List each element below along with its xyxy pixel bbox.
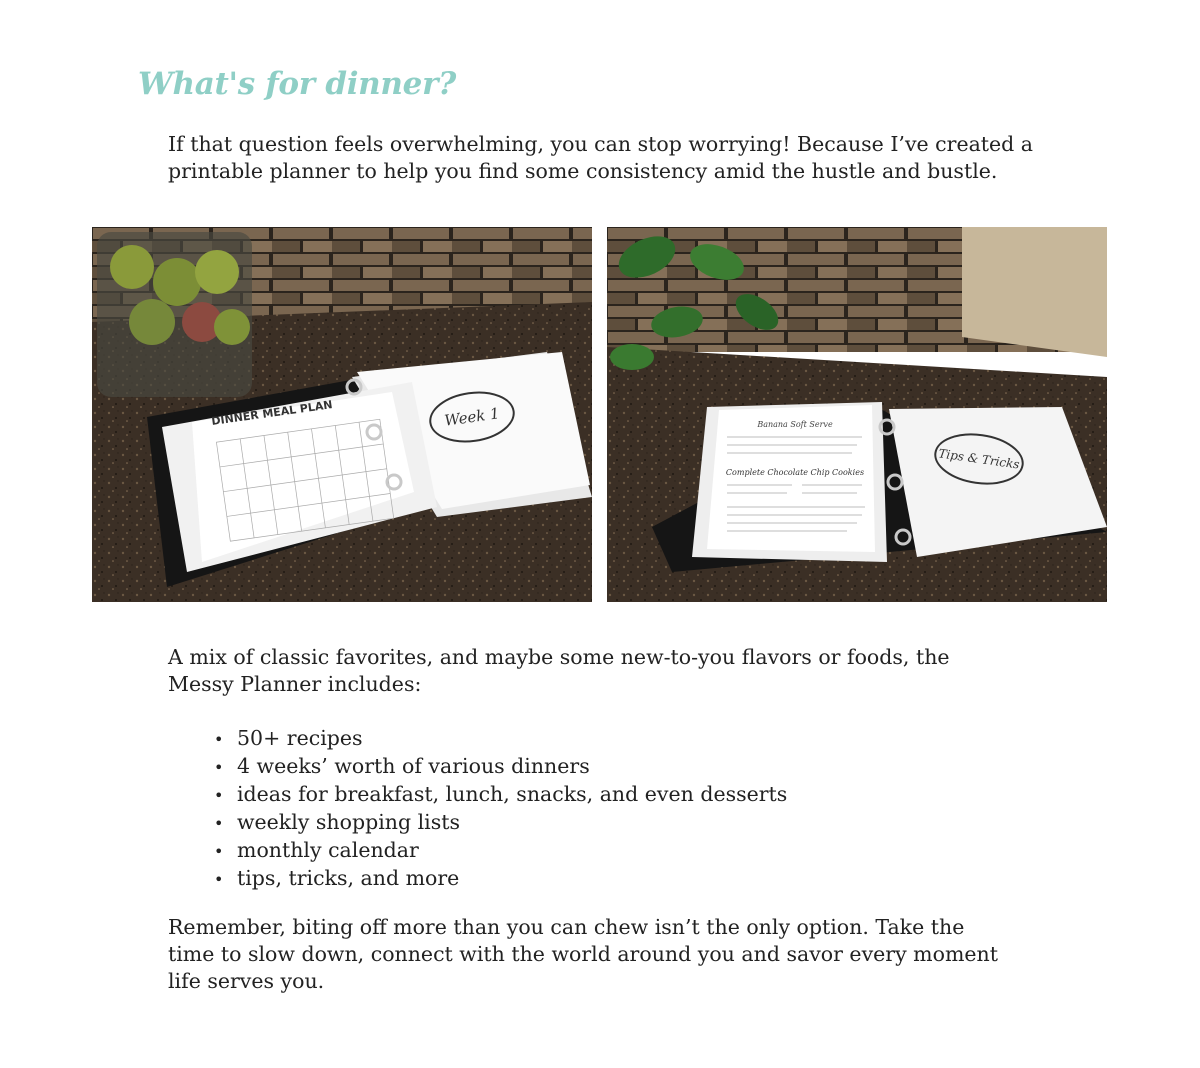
intro-line-2: printable planner to help you find some consistency amid the hustle and bustle. (168, 159, 998, 183)
closing-line-1: Remember, biting off more than you can chew isn’t the only option. Take the (168, 915, 965, 939)
recipe-binder-image (607, 227, 1107, 602)
bullet: • (214, 786, 224, 805)
recipe-title: Complete Chocolate Chip Cookies (725, 468, 865, 477)
list-item (214, 781, 787, 809)
mix-line-1: A mix of classic favorites, and maybe some new-to-you flavors or foods, the (168, 645, 950, 669)
planner-title: DINNER MEAL PLAN (210, 398, 334, 428)
page-heading: What's for dinner? (138, 66, 456, 102)
photo-meal-plan-binder (92, 227, 592, 602)
intro-line-1: If that question feels overwhelming, you can stop worrying! Because I’ve created a (168, 132, 1034, 156)
list-item (214, 725, 787, 753)
closing-line-2: time to slow down, connect with the world around you and savor every moment (168, 942, 998, 966)
mix-paragraph (168, 644, 1068, 698)
recipe-page-heading: Banana Soft Serve (757, 420, 833, 429)
list-item-text: ideas for breakfast, lunch, snacks, and even desserts (237, 782, 788, 806)
list-item-text: monthly calendar (237, 838, 419, 862)
bullet: • (214, 758, 224, 777)
intro-paragraph (168, 131, 1068, 185)
list-item-text: weekly shopping lists (237, 810, 460, 834)
list-item-text: 4 weeks’ worth of various dinners (237, 754, 590, 778)
list-item (214, 753, 787, 781)
tips-tab-label: Tips & Tricks (937, 446, 1021, 472)
bullet: • (214, 730, 224, 749)
closing-line-3: life serves you. (168, 969, 325, 993)
photo-recipe-binder (607, 227, 1107, 602)
planner-contents-list (214, 725, 787, 893)
bullet: • (214, 870, 224, 889)
list-item (214, 865, 787, 893)
list-item-text: 50+ recipes (237, 726, 363, 750)
week-tab-label: Week 1 (443, 404, 501, 430)
list-item (214, 809, 787, 837)
list-item-text: tips, tricks, and more (237, 866, 460, 890)
bullet: • (214, 814, 224, 833)
bullet: • (214, 842, 224, 861)
list-item (214, 837, 787, 865)
closing-paragraph (168, 914, 1068, 995)
meal-plan-binder-image (92, 227, 592, 602)
mix-line-2: Messy Planner includes: (168, 672, 422, 696)
